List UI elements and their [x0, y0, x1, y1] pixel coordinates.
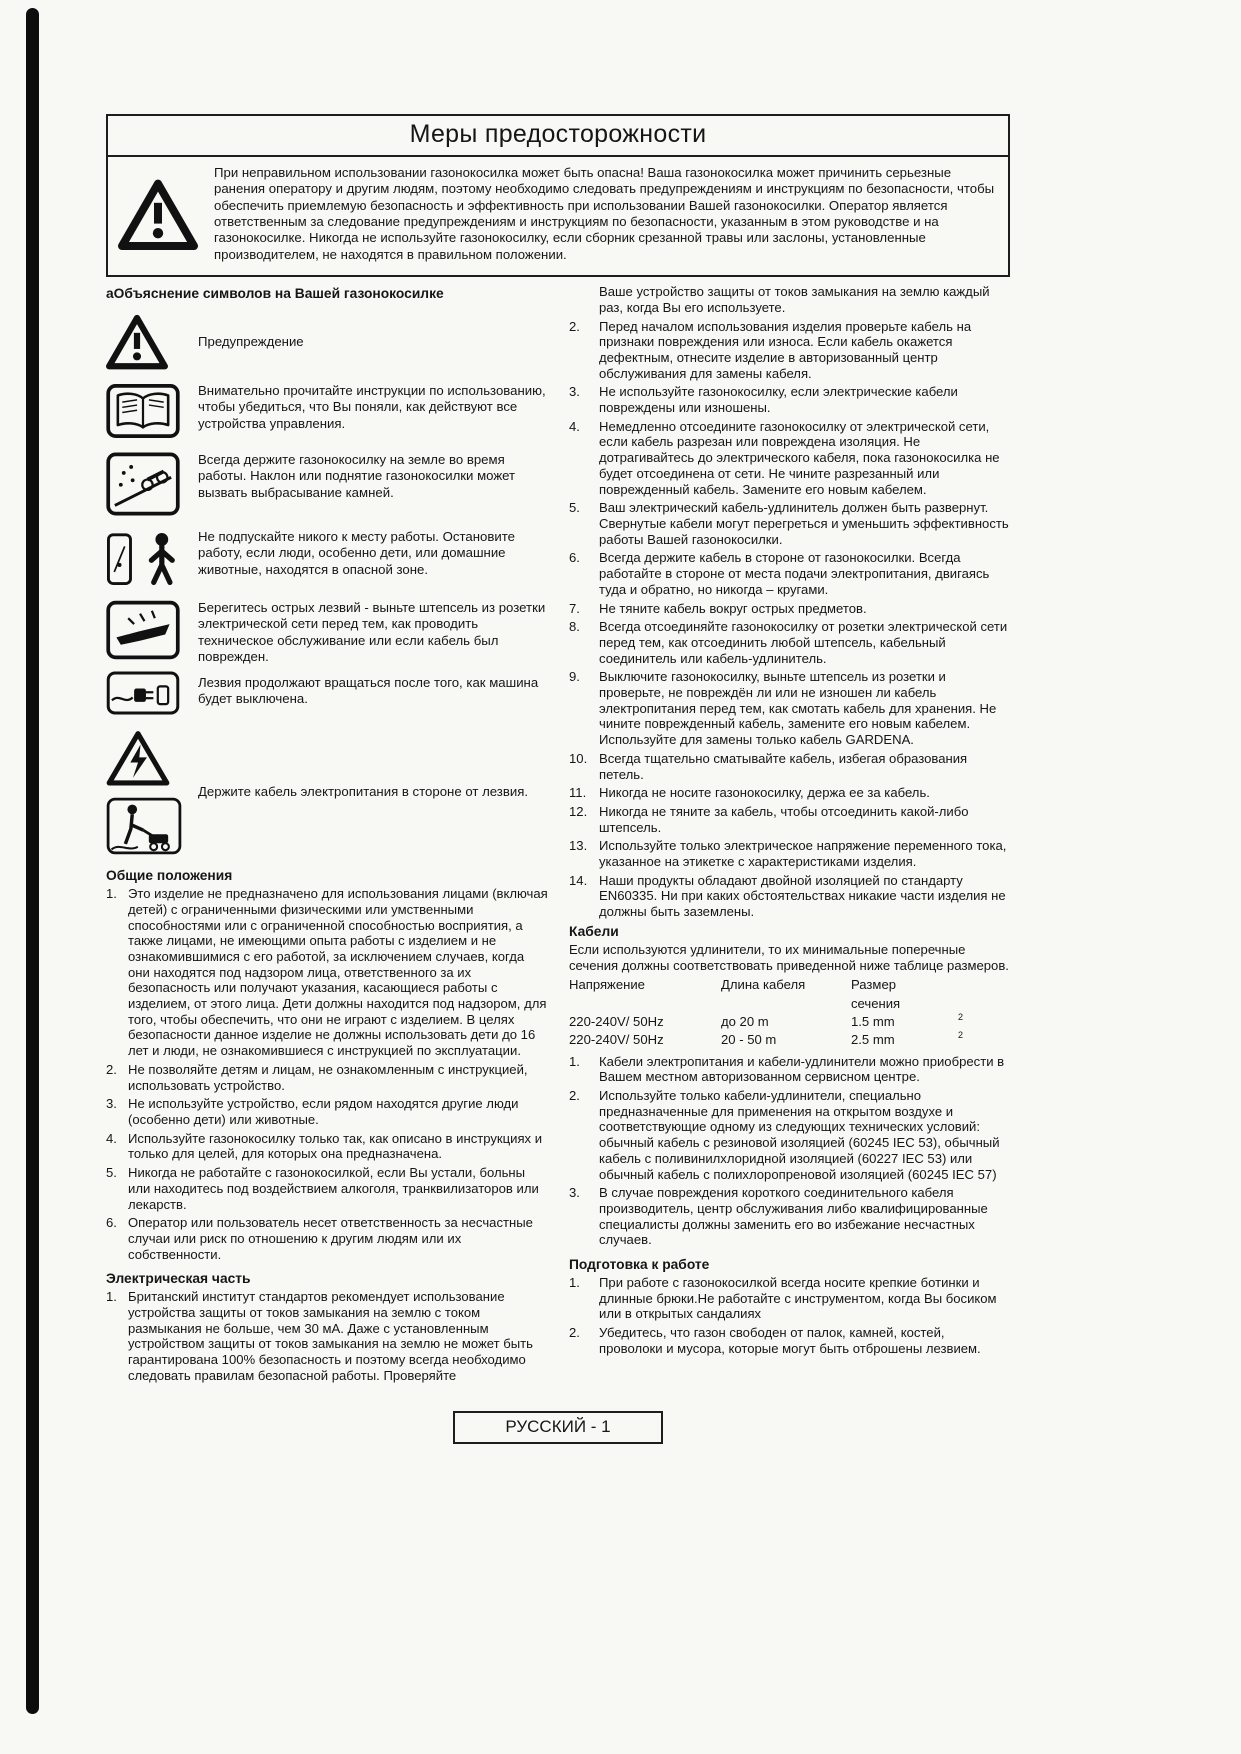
sharp-blade-icon — [106, 600, 180, 660]
read-manual-icon — [106, 383, 186, 439]
warning-triangle-icon — [106, 313, 186, 370]
symbol-row-cable — [106, 729, 548, 855]
symbol-text: Всегда держите газонокосилку на земле во время работы. Наклон или поднятие газонокосилки может вызвать выбрасывание камней. — [198, 452, 516, 500]
table-row — [569, 1031, 1010, 1049]
item-text: Не используйте устройство, если рядом находятся другие люди (особенно дети) или животные. — [128, 1096, 519, 1127]
symbol-row-read-manual — [106, 383, 548, 439]
symbol-text: Держите кабель электропитания в стороне от лезвия. — [198, 784, 529, 800]
electrical-item-13 — [569, 838, 1010, 869]
cable-icons-stack — [106, 729, 186, 855]
electrical-item-14 — [569, 873, 1010, 920]
item-number: 5. — [106, 1165, 117, 1181]
item-number: 14. — [569, 872, 588, 888]
warning-triangle-icon — [114, 177, 202, 251]
item-text: Не позволяйте детям и лицам, не ознакомленным с инструкцией, использовать устройство. — [128, 1061, 528, 1093]
general-item-2 — [106, 1062, 548, 1093]
item-text: Это изделие не предназначено для использования лицами (включая детей) с ограниченными физическими или умственными способностями или с ограниченной способностью восприятия, а также лицами, не имеющими опыта работы с изделием и не ознакомившимися с его работой, за исключением случаев, когда они находятся под надзором лица, ответственного за их безопасность или получают указания, касающиеся работы с изделием, от этого лица. Дети должны находится под надзором, для того, чтобы обеспечить, что они не играют с изделием. В целях безопасности данное изделие не должны использовать дети до 16 лет и люди, не ознакомившиеся с инструкцией по эксплуатации. — [128, 886, 548, 1059]
item-number: 2. — [106, 1061, 117, 1077]
electrical-item-12 — [569, 804, 1010, 835]
cables-item-3 — [569, 1185, 1010, 1248]
item-number: 3. — [569, 384, 580, 400]
item-number: 3. — [569, 1185, 580, 1201]
item-text: Ваш электрический кабель-удлинитель должен быть развернут. Свернутые кабели могут перегреться и уменьшить эффективность работы Вашей газонокосилки. — [599, 500, 1009, 547]
item-number: 10. — [569, 750, 588, 766]
symbol-row-bystanders — [106, 529, 548, 587]
electrical-item-3 — [569, 384, 1010, 415]
item-text: Всегда отсоединяйте газонокосилку от розетки электрической сети перед тем, как отсоединить любой штепсель, кабельный соединитель или кабель-удлинитель. — [599, 619, 1008, 666]
cell-size: 1.5 mm — [851, 1013, 895, 1029]
bystanders-icon — [106, 529, 186, 587]
item-text: Перед началом использования изделия проверьте кабель на признаки повреждения или износа. Если кабель окажется дефектным, отнесите изделие в авторизованный центр обслуживания для замены кабеля. — [599, 318, 972, 381]
cell-length: 20 - 50 m — [721, 1032, 777, 1048]
item-text: Всегда держите кабель в стороне от газонокосилки. Всегда работайте в стороне от места подачи электропитания, двигаясь туда и обратно, но никогда – кругами. — [599, 550, 990, 597]
symbol-text-blades-rotating: Лезвия продолжают вращаться после того, как машина будет выключена. — [198, 675, 539, 707]
item-text: Никогда не тяните за кабель, чтобы отсоединить какой-либо штепсель. — [599, 803, 969, 835]
symbol-text: Предупреждение — [198, 333, 304, 349]
item-text: Никогда не носите газонокосилку, держа ее за кабель. — [599, 785, 930, 801]
item-number: 9. — [569, 669, 580, 685]
item-text: Выключите газонокосилку, выньте штепсель из розетки и проверьте, не повреждён ли или не изношен ли кабель электропитания перед тем, как смотать кабель для хранения. Не чините поврежденный кабель, замените его новым кабелем. Используйте для замены только кабель GARDENA. — [599, 669, 997, 748]
item-text: При работе с газонокосилкой всегда носите крепкие ботинки и длинные брюки.Не работайте с инструментом, когда Вы босиком или в открытых сандалиях — [599, 1275, 997, 1322]
item-number: 1. — [106, 1289, 117, 1305]
item-text: Убедитесь, что газон свободен от палок, камней, костей, проволоки и мусора, которые могут быть отброшены лезвием. — [599, 1325, 981, 1356]
cables-item-2 — [569, 1088, 1010, 1182]
item-text: Не используйте газонокосилку, если электрические кабели повреждены или изношены. — [599, 384, 958, 416]
item-number: 2. — [569, 318, 580, 334]
item-number: 1. — [106, 886, 117, 902]
symbol-text: Не подпускайте никого к месту работы. Остановите работу, если люди, особенно дети, или домашние животные, находятся в опасной зоне. — [198, 529, 515, 577]
item-number: 6. — [569, 550, 580, 566]
general-item-1 — [106, 886, 548, 1059]
item-number: 5. — [569, 500, 580, 516]
electrical-item-2 — [569, 319, 1010, 382]
symbol-text — [198, 600, 548, 716]
item-text: Кабели электропитания и кабели-удлинители можно приобрести в Вашем местном авторизованном сервисном центре. — [599, 1053, 1005, 1085]
col-header-size: Размер сечения — [851, 977, 901, 1011]
footer-label: РУССКИЙ - 1 — [505, 1416, 611, 1436]
symbol-row-blades — [106, 600, 548, 716]
cell-size-superscript: 2 — [957, 1011, 963, 1022]
item-number: 1. — [569, 1053, 580, 1069]
electrical-item-1 — [106, 1289, 548, 1383]
item-text: Никогда не работайте с газонокосилкой, если Вы устали, больны или находитесь под воздействием алкоголя, транквилизаторов или лекарств. — [128, 1165, 539, 1212]
scan-artifact-left-edge — [26, 8, 39, 1714]
symbol-row-warning — [106, 313, 548, 370]
electrical-item-7 — [569, 601, 1010, 617]
electrical-item-11 — [569, 785, 1010, 801]
preparation-item-1 — [569, 1275, 1010, 1322]
item-text: В случае повреждения короткого соединительного кабеля производитель, центр обслуживания либо квалифицированные специалисты должны заменить его во избежание несчастных случаев. — [599, 1185, 988, 1248]
item-text: Используйте только кабели-удлинители, специально предназначенные для применения на открытом воздухе и соответствующие одному из следующих технических условий: обычный кабель с резиновой изоляцией (60245 IEC 53), обычный кабель с поливинилхлоридной изоляцией (60227 IEC 53) или обычный кабель с полихлоропреновой изоляцией (60245 IEC 57) — [599, 1088, 1000, 1182]
electrical-item-5 — [569, 500, 1010, 547]
item-number: 4. — [106, 1130, 117, 1146]
cables-intro: Если используются удлинители, то их минимальные поперечные сечения должны соответствовать приведенной ниже таблице размеров. — [569, 941, 1009, 973]
intro-warning-box — [106, 157, 1010, 277]
item-number: 6. — [106, 1215, 117, 1231]
symbols-heading: аОбъяснение символов на Вашей газонокосилке — [106, 286, 444, 302]
item-number: 11. — [569, 785, 587, 801]
cable-away-icon — [106, 797, 182, 855]
electrical-item-9 — [569, 669, 1010, 748]
blade-icons-stack — [106, 600, 186, 716]
cell-voltage: 220-240V/ 50Hz — [569, 1013, 664, 1029]
general-heading: Общие положения — [106, 868, 233, 884]
table-header-row — [569, 976, 1010, 1013]
electric-shock-icon — [106, 729, 170, 787]
col-header-length: Длина кабеля — [721, 977, 806, 993]
general-item-6 — [106, 1215, 548, 1262]
general-item-5 — [106, 1165, 548, 1212]
item-number: 8. — [569, 619, 580, 635]
item-text: Используйте газонокосилку только так, как описано в инструкциях и только для целей, для которых она предназначена. — [128, 1130, 543, 1162]
item-number: 3. — [106, 1096, 117, 1112]
item-text: Наши продукты обладают двойной изоляцией по стандарту EN60335. Ни при каких обстоятельствах никакие части изделия не должны быть заземлены. — [599, 872, 1006, 920]
preparation-heading: Подготовка к работе — [569, 1257, 710, 1273]
page-title: Меры предосторожности — [106, 114, 1010, 157]
item-number: 12. — [569, 803, 588, 819]
item-text: Используйте только электрическое напряжение переменного тока, указанное на этикетке с характеристиками изделия. — [599, 838, 1007, 870]
col-header-voltage: Напряжение — [569, 977, 645, 993]
item-text: Оператор или пользователь несет ответственность за несчастные случаи или риск по отношению к другим людям или их собственности. — [128, 1215, 533, 1262]
right-column — [569, 284, 1010, 1386]
cell-length: до 20 m — [721, 1013, 769, 1029]
item-number: 7. — [569, 600, 580, 616]
electrical-item-8 — [569, 619, 1010, 666]
item-number: 13. — [569, 838, 588, 854]
electrical-heading: Электрическая часть — [106, 1271, 251, 1287]
item-number: 1. — [569, 1275, 580, 1291]
symbol-text-blades: Берегитесь острых лезвий - выньте штепсель из розетки электрической сети перед тем, как проводить техническое обслуживание или если кабель был поврежден. — [198, 600, 546, 664]
slope-icon — [106, 452, 186, 516]
item-number: 2. — [569, 1325, 580, 1341]
electrical-item-1-continuation: Ваше устройство защиты от токов замыкания на землю каждый раз, когда Вы его используете. — [599, 284, 990, 315]
general-item-3 — [106, 1096, 548, 1127]
cable-size-table — [569, 976, 1010, 1049]
electrical-item-6 — [569, 550, 1010, 597]
page-content — [106, 114, 1010, 1444]
general-item-4 — [106, 1131, 548, 1162]
cables-heading: Кабели — [569, 923, 619, 939]
electrical-item-10 — [569, 751, 1010, 782]
cables-item-1 — [569, 1054, 1010, 1085]
electrical-item-4 — [569, 419, 1010, 498]
item-text: Не тяните кабель вокруг острых предметов. — [599, 600, 867, 616]
item-text: Немедленно отсоедините газонокосилку от электрической сети, если кабель разрезан или повреждена изоляция. Не дотрагивайтесь до электрического кабеля, пока газонокосилка не будет отсоединена от сети. Не чините разрезанный или поврежденный кабель. Замените его новым кабелем. — [599, 418, 1000, 497]
symbol-row-slope — [106, 452, 548, 516]
cell-voltage: 220-240V/ 50Hz — [569, 1032, 664, 1048]
item-number: 4. — [569, 418, 580, 434]
intro-text: При неправильном использовании газонокосилка может быть опасна! Ваша газонокосилка может причинить серьезные ранения оператору и другим людям, поэтому необходимо следовать предупреждениям и инструкциям по безопасности, чтобы обеспечить приемлемую безопасность и эффективность при использовании Вашей газонокосилки. Оператор является ответственным за следование предупреждениям и инструкциям по безопасности, указанным в этом руководстве и на газонокосилке. Никогда не используйте газонокосилку, если сборник срезанной травы или заслоны, установленные производителем, не находятся в правильном положении. — [214, 165, 995, 262]
item-number: 2. — [569, 1088, 580, 1103]
left-column — [106, 284, 548, 1386]
item-text: Всегда тщательно сматывайте кабель, избегая образования петель. — [599, 750, 968, 782]
preparation-item-2 — [569, 1325, 1010, 1356]
page-footer — [453, 1411, 663, 1444]
unplug-icon — [106, 670, 180, 716]
cell-size-superscript: 2 — [957, 1030, 963, 1041]
item-text: Британский институт стандартов рекомендует использование устройства защиты от токов замыкания на землю с током размыкания не больше, чем 30 мА. Даже с установленным устройством защиты от токов замыкания на землю не может быть гарантирована 100% безопасность и поэтому всегда необходимо следовать правилам безопасной работы. Проверяйте — [128, 1289, 533, 1383]
cell-size: 2.5 mm — [851, 1032, 895, 1048]
symbol-text: Внимательно прочитайте инструкции по использованию, чтобы убедиться, что Вы поняли, как действуют все устройства управления. — [198, 383, 546, 431]
